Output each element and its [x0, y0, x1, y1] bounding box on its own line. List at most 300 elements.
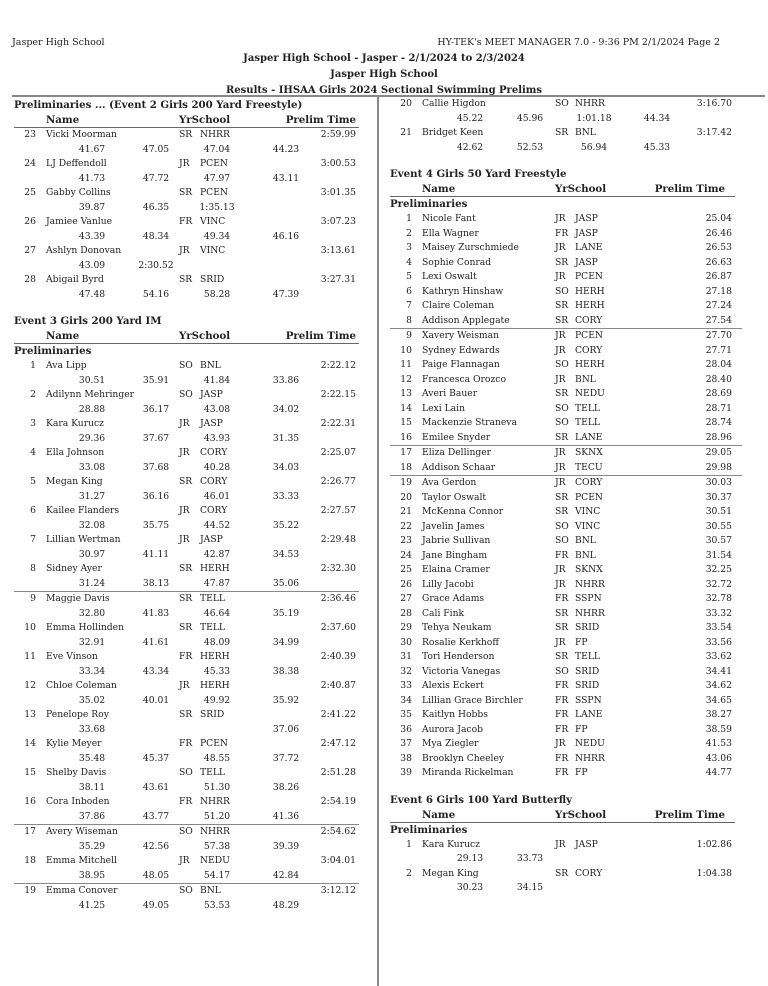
result-row [14, 215, 359, 230]
place: 20 [400, 491, 412, 503]
split-time: 44.34 [643, 112, 671, 124]
splits-row [14, 461, 359, 476]
swimmer-name: Ella Wagner [422, 227, 479, 239]
prelim-time: 31.54 [705, 549, 732, 561]
swimmer-name: Gabby Collins [46, 187, 111, 198]
split-time: 35.75 [142, 519, 170, 531]
swimmer-name: Megan King [46, 476, 103, 487]
split-time: 45.96 [516, 112, 544, 124]
result-row [390, 694, 742, 709]
header-name: Name [422, 808, 456, 821]
school: CORY [575, 314, 603, 326]
place: 26 [400, 578, 412, 590]
prelim-time: 27.18 [705, 285, 732, 297]
split-time: 49.92 [203, 694, 231, 706]
split-time: 48.29 [272, 899, 300, 911]
header-name: Name [46, 114, 80, 126]
place: 8 [30, 563, 36, 574]
school: HERH [200, 563, 230, 574]
swimmer-name: Nicole Fant [422, 213, 476, 224]
result-row [390, 650, 742, 665]
school: BNL [575, 535, 596, 546]
swimmer-name: Taylor Oswalt [422, 491, 487, 503]
splits-row [14, 723, 359, 738]
school: PCEN [575, 491, 603, 503]
spacer [390, 155, 742, 166]
prelim-time: 29.05 [705, 447, 732, 458]
class-year: JR [555, 461, 566, 473]
split-time: 35.48 [78, 752, 106, 764]
school: VINC [200, 245, 226, 256]
split-time: 48.09 [203, 636, 231, 648]
place: 15 [24, 767, 36, 778]
split-time: 35.91 [142, 374, 170, 386]
place: 14 [400, 402, 412, 414]
split-time: 2:30.52 [138, 259, 174, 271]
result-row [390, 475, 742, 491]
prelim-time: 38.59 [705, 723, 732, 735]
prelim-time: 2:27.57 [320, 505, 356, 516]
prelim-time: 30.57 [705, 535, 732, 546]
place: 10 [400, 344, 412, 356]
swimmer-name: Mya Ziegler [422, 738, 479, 749]
swimmer-name: Jamiee Vanlue [46, 216, 113, 227]
school: BNL [575, 549, 596, 561]
class-year: SR [555, 867, 569, 879]
splits-row [14, 577, 359, 592]
section-label: Preliminaries [14, 345, 92, 357]
swimmer-name: Cali Fink [422, 607, 465, 619]
place: 5 [406, 271, 412, 282]
split-time: 52.53 [516, 141, 544, 153]
school: BNL [200, 360, 221, 371]
class-year: FR [555, 752, 569, 764]
swimmer-name: Mackenzie Straneva [422, 417, 517, 428]
section-label: Preliminaries [390, 198, 468, 210]
result-row [390, 402, 742, 417]
splits-row [14, 374, 359, 389]
splits-row [390, 852, 742, 867]
prelim-time: 34.62 [705, 680, 732, 691]
swimmer-name: Francesca Orozco [422, 373, 506, 385]
class-year: SR [555, 300, 569, 311]
split-time: 28.88 [78, 403, 106, 415]
class-year: SR [555, 607, 569, 619]
result-row [390, 867, 742, 882]
place: 33 [400, 680, 412, 691]
place: 28 [24, 274, 36, 285]
class-year: FR [555, 694, 569, 706]
prelim-time: 2:22.15 [320, 389, 356, 400]
place: 11 [24, 651, 36, 662]
split-time: 30.23 [456, 882, 484, 893]
class-year: JR [555, 213, 566, 224]
prelim-time: 3:01.35 [320, 187, 356, 198]
result-row [14, 824, 359, 840]
school: LANE [575, 431, 603, 443]
split-time: 1:35.13 [199, 201, 235, 213]
result-row [14, 244, 359, 259]
split-time: 41.11 [142, 548, 170, 560]
prelim-time: 28.74 [705, 417, 732, 428]
swimmer-name: Abigail Byrd [46, 274, 104, 285]
split-time: 33.08 [78, 461, 106, 473]
school: PCEN [575, 271, 603, 282]
class-year: FR [555, 227, 569, 239]
split-time: 42.56 [142, 840, 170, 852]
class-year: SO [555, 417, 569, 428]
splits-row [14, 201, 359, 216]
split-time: 33.73 [516, 853, 544, 864]
page-header-left: Jasper High School [12, 37, 105, 48]
place: 12 [24, 680, 36, 691]
swimmer-name: Brooklyn Cheeley [422, 752, 505, 764]
prelim-time: 33.32 [705, 607, 732, 619]
result-row [390, 126, 742, 141]
place: 32 [400, 665, 412, 677]
prelim-time: 32.25 [705, 564, 732, 575]
place: 9 [406, 330, 412, 341]
school: TELL [575, 651, 601, 662]
result-row [390, 445, 742, 461]
swimmer-name: Addison Applegate [422, 314, 510, 326]
prelim-time: 30.55 [705, 520, 732, 532]
place: 29 [400, 622, 412, 633]
prelim-time: 2:22.31 [320, 418, 356, 429]
class-year: JR [555, 564, 566, 575]
swimmer-name: Kaitlyn Hobbs [422, 709, 488, 720]
result-row [390, 212, 742, 227]
school: SRID [575, 665, 600, 677]
spacer [390, 781, 742, 792]
class-year: SR [555, 506, 569, 517]
split-time: 31.27 [78, 490, 106, 502]
school: TELL [200, 622, 226, 633]
splits-row [390, 881, 742, 896]
class-year: JR [179, 505, 190, 516]
school: HERH [200, 651, 230, 662]
place: 24 [24, 158, 36, 169]
school: SSPN [575, 593, 602, 604]
prelim-time: 2:41.22 [320, 709, 356, 720]
class-year: FR [179, 216, 193, 227]
result-row [390, 665, 742, 680]
swimmer-name: Lexi Oswalt [422, 271, 477, 282]
split-time: 36.17 [142, 403, 170, 415]
header-name: Name [422, 183, 456, 195]
split-time: 46.64 [203, 607, 231, 619]
results-title: Results - IHSAA Girls 2024 Sectional Swimming Prelims [226, 85, 542, 96]
class-year: JR [179, 534, 190, 545]
place: 31 [400, 651, 412, 662]
swimmer-name: Ella Johnson [46, 447, 105, 458]
place: 17 [24, 826, 36, 837]
prelim-time: 2:25.07 [320, 447, 356, 458]
split-time: 30.97 [78, 548, 106, 560]
place: 30 [400, 636, 412, 648]
school: TECU [575, 461, 603, 473]
spacer [14, 302, 359, 313]
school: CORY [200, 447, 228, 458]
swimmer-name: Alexis Eckert [422, 680, 484, 691]
result-row [390, 621, 742, 636]
place: 26 [24, 216, 36, 227]
splits-row [14, 607, 359, 622]
school: SKNX [575, 564, 603, 575]
swimmer-name: Rosalie Kerkhoff [422, 636, 499, 648]
class-year: SR [179, 187, 193, 198]
class-year: SR [555, 388, 569, 399]
splits-row [14, 899, 359, 914]
place: 23 [400, 535, 412, 546]
split-time: 47.04 [203, 143, 231, 155]
split-time: 34.53 [272, 548, 300, 560]
school: NEDU [575, 388, 605, 399]
prelim-time: 2:59.99 [320, 129, 356, 140]
swimmer-name: Emilee Snyder [422, 431, 491, 443]
prelim-time: 2:40.39 [320, 651, 356, 662]
swimmer-name: Chloe Coleman [46, 680, 117, 691]
header-name: Name [46, 330, 80, 342]
school: JASP [200, 534, 223, 545]
result-row [390, 256, 742, 271]
split-time: 33.68 [78, 723, 106, 735]
result-row [14, 766, 359, 781]
split-time: 41.25 [78, 899, 106, 911]
place: 20 [400, 98, 412, 109]
school: LANE [575, 242, 603, 253]
class-year: JR [179, 447, 190, 458]
school: BNL [575, 373, 596, 385]
event-title: Event 3 Girls 200 Yard IM [14, 315, 162, 327]
swimmer-name: Tori Henderson [422, 651, 495, 662]
school: FP [575, 636, 588, 648]
class-year: SO [555, 665, 569, 677]
split-time: 48.05 [142, 869, 170, 881]
swimmer-name: Kylie Meyer [46, 738, 102, 749]
school: CORY [575, 867, 603, 879]
school: PCEN [200, 187, 228, 198]
class-year: FR [179, 796, 193, 807]
result-row [390, 491, 742, 506]
place: 19 [400, 477, 412, 488]
result-row [390, 461, 742, 476]
class-year: SO [179, 389, 193, 400]
place: 12 [400, 373, 412, 385]
split-time: 38.38 [272, 665, 300, 677]
school: NHRR [575, 752, 605, 764]
place: 21 [400, 506, 412, 517]
class-year: JR [555, 344, 566, 356]
split-time: 47.48 [78, 288, 106, 300]
prelim-time: 26.87 [705, 271, 732, 282]
class-year: SR [555, 314, 569, 326]
class-year: SR [555, 491, 569, 503]
split-time: 43.11 [272, 172, 300, 184]
place: 6 [406, 285, 412, 297]
prelim-time: 27.24 [705, 300, 732, 311]
split-time: 35.29 [78, 840, 106, 852]
split-time: 36.16 [142, 490, 170, 502]
class-year: FR [555, 680, 569, 691]
place: 11 [400, 359, 412, 370]
split-time: 53.53 [203, 899, 231, 911]
school: CORY [575, 344, 603, 356]
split-time: 42.84 [272, 869, 300, 881]
swimmer-name: Tehya Neukam [422, 622, 492, 633]
class-year: SO [555, 359, 569, 370]
swimmer-name: Victoria Vanegas [422, 665, 501, 677]
result-row [390, 607, 742, 622]
split-time: 54.17 [203, 869, 231, 881]
splits-row [390, 141, 742, 156]
school: SRID [200, 709, 225, 720]
place: 9 [30, 593, 36, 604]
result-row [14, 679, 359, 694]
class-year: JR [179, 680, 190, 691]
splits-row [14, 636, 359, 651]
swimmer-name: Miranda Rickelman [422, 767, 514, 778]
split-time: 33.86 [272, 374, 300, 386]
swimmer-name: Lilly Jacobi [422, 578, 474, 590]
result-row [14, 186, 359, 201]
prelim-time: 44.77 [705, 767, 732, 778]
class-year: SR [179, 129, 193, 140]
place: 10 [24, 622, 36, 633]
class-year: SO [555, 520, 569, 532]
column-divider [377, 95, 379, 986]
swimmer-name: Emma Mitchell [46, 855, 117, 866]
splits-row [14, 781, 359, 796]
class-year: JR [555, 373, 566, 385]
prelim-time: 27.54 [705, 314, 732, 326]
header-prelim-time: Prelim Time [285, 330, 356, 342]
school: JASP [200, 389, 223, 400]
split-time: 47.05 [142, 143, 170, 155]
swimmer-name: Grace Adams [422, 593, 485, 604]
place: 2 [406, 867, 412, 879]
school: VINC [575, 506, 601, 517]
split-time: 37.68 [142, 461, 170, 473]
place: 17 [400, 447, 412, 458]
school: SSPN [575, 694, 602, 706]
school: HERH [200, 680, 230, 691]
event-title: Event 6 Girls 100 Yard Butterfly [390, 793, 573, 806]
split-time: 41.84 [203, 374, 231, 386]
splits-row [14, 840, 359, 855]
split-time: 42.62 [456, 141, 484, 153]
class-year: SO [555, 285, 569, 297]
class-year: FR [555, 767, 569, 778]
swimmer-name: Kara Kurucz [46, 418, 105, 429]
prelim-time: 28.40 [705, 373, 732, 385]
school: BNL [575, 127, 596, 138]
split-time: 30.51 [78, 374, 106, 386]
split-time: 39.39 [272, 840, 300, 852]
prelim-time: 26.46 [705, 227, 732, 239]
result-row [390, 344, 742, 359]
place: 13 [400, 388, 412, 399]
split-time: 43.93 [203, 432, 231, 444]
result-row [390, 505, 742, 520]
place: 1 [406, 213, 412, 224]
class-year: SO [555, 98, 569, 109]
prelim-time: 28.96 [705, 431, 732, 443]
swimmer-name: Cora Inboden [46, 796, 110, 807]
split-time: 44.52 [203, 519, 231, 531]
place: 25 [400, 564, 412, 575]
class-year: SR [179, 709, 193, 720]
place: 37 [400, 738, 412, 749]
prelim-time: 30.51 [705, 506, 732, 517]
prelim-time: 2:40.87 [320, 680, 356, 691]
class-year: SO [179, 885, 193, 896]
class-year: JR [555, 738, 566, 749]
result-row [390, 241, 742, 256]
split-time: 57.38 [203, 840, 231, 852]
prelim-time: 2:36.46 [320, 593, 356, 604]
class-year: SR [179, 563, 193, 574]
result-row [390, 708, 742, 723]
place: 16 [400, 431, 412, 443]
swimmer-name: Jabrie Sullivan [422, 535, 491, 546]
prelim-time: 34.41 [705, 665, 732, 677]
prelim-time: 28.69 [705, 388, 732, 399]
result-row [14, 128, 359, 143]
school: PCEN [575, 330, 603, 341]
swimmer-name: Averi Bauer [422, 388, 478, 399]
place: 38 [400, 752, 412, 764]
swimmer-name: Addison Schaar [422, 461, 496, 473]
event-title: Event 4 Girls 50 Yard Freestyle [390, 168, 567, 180]
split-time: 34.03 [272, 461, 300, 473]
split-time: 38.13 [142, 577, 170, 589]
split-time: 47.97 [203, 172, 231, 184]
splits-row [14, 548, 359, 563]
swimmer-name: Shelby Davis [46, 767, 107, 778]
swimmer-name: Lillian Grace Birchler [422, 694, 523, 706]
splits-row [14, 432, 359, 447]
right-column [390, 97, 742, 896]
class-year: JR [555, 271, 566, 282]
split-time: 34.99 [272, 636, 300, 648]
header-yrschool: YrSchool [179, 114, 231, 126]
school: FP [575, 723, 588, 735]
school: SRID [200, 274, 225, 285]
split-time: 32.80 [78, 607, 106, 619]
school: FP [575, 767, 588, 778]
class-year: SR [555, 622, 569, 633]
prelim-time: 3:12.12 [320, 885, 356, 896]
split-time: 46.16 [272, 230, 300, 242]
split-time: 46.01 [203, 490, 231, 502]
swimmer-name: Megan King [422, 867, 479, 879]
prelim-time: 25.04 [705, 213, 732, 224]
prelim-time: 3:00.53 [320, 158, 356, 169]
prelim-time: 29.98 [705, 461, 732, 473]
class-year: SO [555, 402, 569, 414]
place: 27 [400, 593, 412, 604]
school: SRID [575, 622, 600, 633]
splits-row [14, 288, 359, 303]
swimmer-name: Emma Hollinden [46, 622, 125, 633]
swimmer-name: Ashlyn Donovan [46, 245, 122, 256]
result-row [390, 636, 742, 651]
place: 13 [24, 709, 36, 720]
result-row [390, 534, 742, 549]
split-time: 39.87 [78, 201, 106, 213]
split-time: 49.05 [142, 899, 170, 911]
